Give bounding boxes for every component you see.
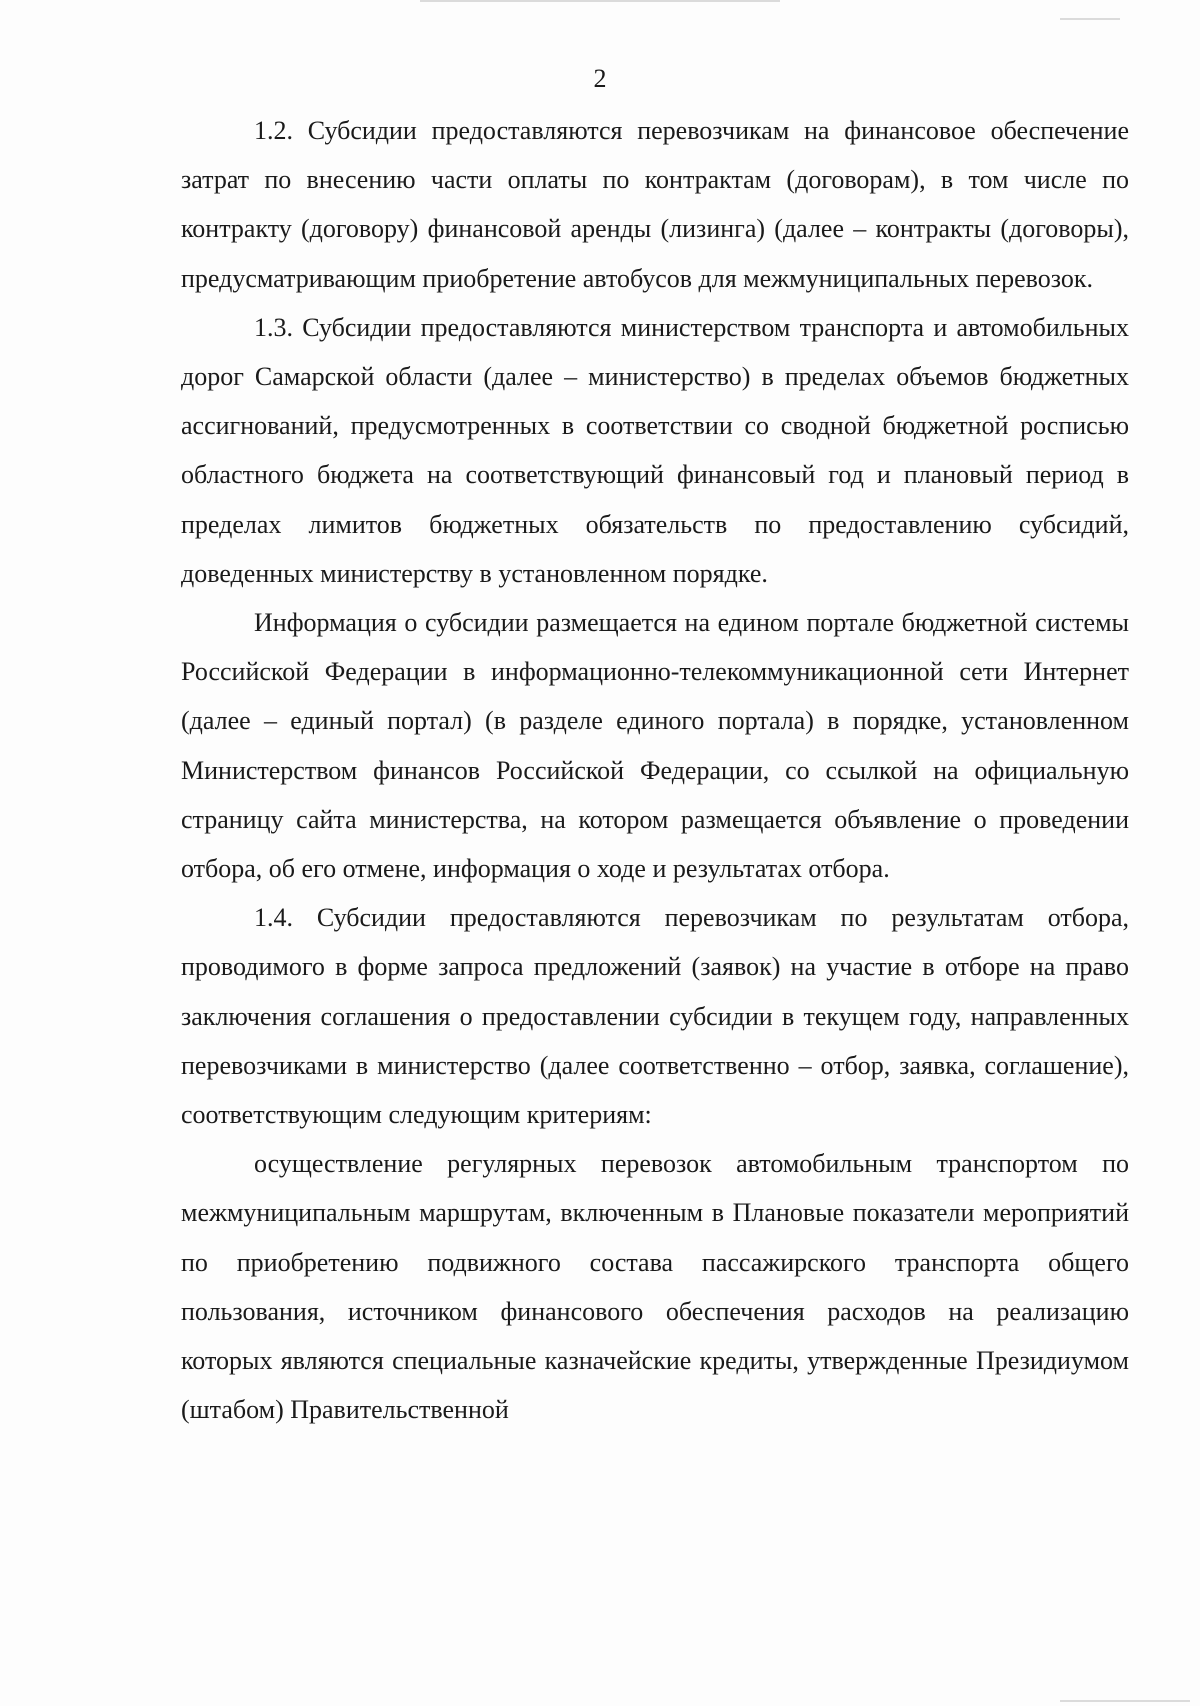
- scan-artifact-bottom: [1060, 1700, 1190, 1702]
- page-number: 2: [593, 64, 607, 93]
- paragraph-1-2: 1.2. Субсидии предоставляются перевозчикам на финансовое обеспечение затрат по внесению части оплаты по контрактам (договорам), в том числе по контракту (договору) финансовой аренды (лизинга) (далее – контракты (договоры), предусматривающим приобретение автобусов для межмуниципальных перевозок.: [181, 116, 1129, 293]
- paragraph-1-4: 1.4. Субсидии предоставляются перевозчикам по результатам отбора, проводимого в форме запроса предложений (заявок) на участие в отборе на право заключения соглашения о предоставлении субсидии в текущем году, направленных перевозчиками в министерство (далее соответственно – отбор, заявка, соглашение), соответствующим следующим критериям:: [181, 903, 1129, 1130]
- document-body: [181, 106, 1129, 1434]
- paragraph-1-3: 1.3. Субсидии предоставляются министерством транспорта и автомобильных дорог Самарской области (далее – министерство) в пределах объемов бюджетных ассигнований, предусмотренных в соответствии со сводной бюджетной росписью областного бюджета на соответствующий финансовый год и плановый период в пределах лимитов бюджетных обязательств по предоставлению субсидий, доведенных министерству в установленном порядке.: [181, 312, 1129, 588]
- paragraph-portal-info: Информация о субсидии размещается на едином портале бюджетной системы Российской Федерации в информационно-телекоммуникационной сети Интернет (далее – единый портал) (в разделе единого портала) в порядке, установленном Министерством финансов Российской Федерации, со ссылкой на официальную страницу сайта министерства, на котором размещается объявление о проведении отбора, об его отмене, информация о ходе и результатах отбора.: [181, 608, 1129, 884]
- scan-artifact-top: [420, 0, 780, 2]
- scan-artifact-corner: [1060, 18, 1120, 20]
- paragraph-criteria: осуществление регулярных перевозок автомобильным транспортом по межмуниципальным маршрутам, включенным в Плановые показатели мероприятий по приобретению подвижного состава пассажирского транспорта общего пользования, источником финансового обеспечения расходов на реализацию которых являются специальные казначейские кредиты, утвержденные Президиумом (штабом) Правительственной: [181, 1149, 1129, 1425]
